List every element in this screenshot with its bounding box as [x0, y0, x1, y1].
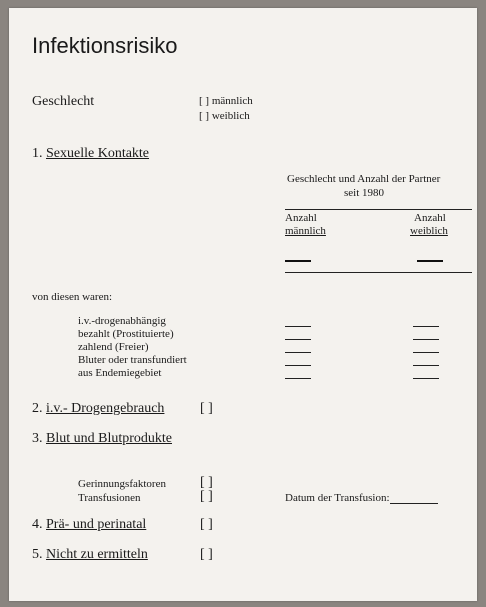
section5-label: Nicht zu ermitteln: [46, 547, 148, 562]
clotting-factors-label: Gerinnungsfaktoren: [78, 478, 166, 490]
form-title: Infektionsrisiko: [32, 33, 178, 58]
female-field-paying[interactable]: [413, 352, 439, 353]
section5-number: 5.: [32, 547, 43, 562]
male-field-iv-drug[interactable]: [285, 326, 311, 327]
section3-number: 3.: [32, 431, 43, 446]
section1-label: Sexuelle Kontakte: [46, 146, 150, 161]
risk-group-paying: zahlend (Freier): [78, 341, 149, 353]
female-count-field[interactable]: [417, 260, 443, 262]
partners-header: Geschlecht und Anzahl der Partner: [287, 173, 441, 185]
section1-heading: [32, 146, 149, 162]
count-rule: [285, 272, 472, 273]
section1-number: 1.: [32, 146, 43, 161]
section2-checkbox[interactable]: [ ]: [200, 401, 213, 416]
section4-checkbox[interactable]: [ ]: [200, 517, 213, 532]
section2-number: 2.: [32, 401, 43, 416]
section3-heading: [32, 431, 172, 447]
transfusion-date-field[interactable]: [390, 503, 438, 504]
col-male-line2: männlich: [285, 225, 326, 237]
section2-label: i.v.- Drogengebrauch: [46, 401, 165, 416]
transfusions-checkbox[interactable]: [ ]: [200, 489, 213, 504]
risk-group-paid: bezahlt (Prostituierte): [78, 328, 174, 340]
section2-heading: [32, 401, 164, 417]
partners-since: seit 1980: [344, 187, 385, 199]
risk-group-endemic: aus Endemiegebiet: [78, 367, 162, 379]
female-field-bleeder[interactable]: [413, 365, 439, 366]
section4-label: Prä- und perinatal: [46, 517, 147, 532]
risk-group-iv-drug: i.v.-drogenabhängig: [78, 315, 166, 327]
risk-group-bleeder: Bluter oder transfundiert: [78, 354, 187, 366]
header-rule: [285, 209, 472, 210]
female-field-paid[interactable]: [413, 339, 439, 340]
gender-female-checkbox[interactable]: [ ] weiblich: [199, 110, 250, 122]
gender-label: Geschlecht: [32, 94, 95, 109]
male-field-endemic[interactable]: [285, 378, 311, 379]
gender-male-checkbox[interactable]: [ ] männlich: [199, 95, 253, 107]
section4-heading: [32, 517, 146, 533]
section5-heading: [32, 547, 148, 563]
male-field-paid[interactable]: [285, 339, 311, 340]
section3-label: Blut und Blutprodukte: [46, 431, 172, 446]
form-page: [9, 8, 477, 601]
transfusion-date-label: Datum der Transfusion:: [285, 492, 390, 504]
clotting-factors-checkbox[interactable]: [ ]: [200, 475, 213, 490]
female-field-iv-drug[interactable]: [413, 326, 439, 327]
male-field-bleeder[interactable]: [285, 365, 311, 366]
of-these-label: von diesen waren:: [32, 291, 113, 303]
transfusions-label: Transfusionen: [78, 492, 141, 504]
col-female-line1: Anzahl: [414, 212, 446, 224]
col-male-line1: Anzahl: [285, 212, 317, 224]
section5-checkbox[interactable]: [ ]: [200, 547, 213, 562]
male-count-field[interactable]: [285, 260, 311, 262]
male-field-paying[interactable]: [285, 352, 311, 353]
col-female-line2: weiblich: [410, 225, 448, 237]
section4-number: 4.: [32, 517, 43, 532]
female-field-endemic[interactable]: [413, 378, 439, 379]
